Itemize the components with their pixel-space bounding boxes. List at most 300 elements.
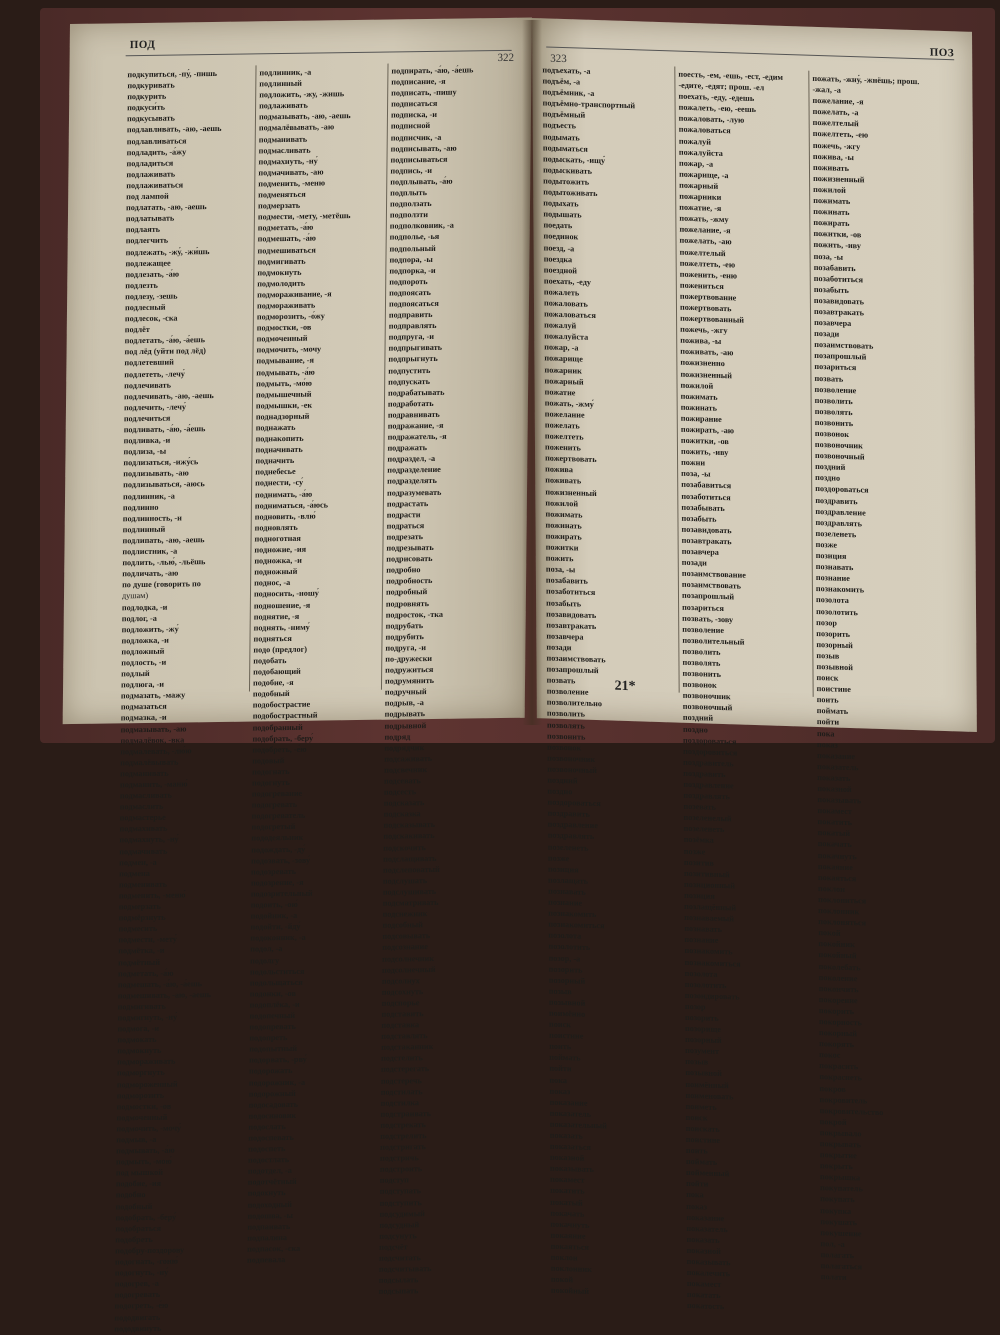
dictionary-entry: пожелать, -а <box>812 107 859 118</box>
dictionary-entry: подмахнуть, -ну́ <box>258 156 318 167</box>
dictionary-entry: подмётный <box>118 957 160 967</box>
dictionary-entry: подмачивать, -аю <box>258 167 324 178</box>
dictionary-entry: подлечить, -лечу́ <box>123 402 187 413</box>
dictionary-entry: подмокнуть <box>117 1046 162 1056</box>
dictionary-entry: поить <box>549 1041 572 1052</box>
dictionary-entry: подорожник, -а <box>248 1077 306 1088</box>
dictionary-entry: поздно <box>815 473 841 484</box>
dictionary-entry: подлинный <box>259 78 302 89</box>
dictionary-entry: поднести, -су́ <box>255 478 304 488</box>
dictionary-entry: подступать <box>379 1186 422 1197</box>
dictionary-entry: подстилать <box>380 1086 423 1097</box>
dictionary-entry: подорожать <box>248 1066 293 1076</box>
dictionary-entry: подсматривать <box>382 897 439 908</box>
dictionary-entry: поклонник <box>818 906 860 917</box>
dictionary-entry: подсыпать <box>378 1286 419 1297</box>
dictionary-entry: подсознание <box>382 942 428 953</box>
dictionary-entry: пожелтелый <box>812 118 859 129</box>
dictionary-entry: подправить <box>388 310 433 320</box>
dictionary-entry: подсказать <box>383 798 425 808</box>
dictionary-entry: позавтракать <box>546 620 597 631</box>
dictionary-entry: показание <box>817 750 856 761</box>
dictionary-entry: подпоясать <box>389 287 431 298</box>
dictionary-entry: под мышкой <box>115 1168 164 1178</box>
dictionary-entry: покорить <box>818 1005 855 1017</box>
dictionary-entry: позеленеть <box>547 842 589 853</box>
dictionary-entry: подмешиваться <box>257 245 316 255</box>
dictionary-entry: подставлять <box>381 1031 428 1041</box>
dictionary-entry: покупать <box>820 1194 855 1205</box>
dictionary-entry: подспорье <box>381 998 420 1008</box>
right-page <box>532 18 977 1312</box>
dictionary-entry: позавчера <box>814 317 852 329</box>
dictionary-entry: подмазывать, -аю, -аешь <box>258 111 351 122</box>
dictionary-entry: подмалёвок, -вка <box>120 735 185 745</box>
dictionary-entry: позывной <box>548 997 586 1008</box>
dictionary-entry: пожелание, -я <box>812 96 864 107</box>
dictionary-entry: показной <box>686 1245 721 1256</box>
dictionary-entry: поискать <box>685 1123 720 1134</box>
dictionary-entry: подлесок, -ска <box>124 313 178 324</box>
dictionary-entry: подлизывать, -аю <box>123 468 189 479</box>
dictionary-entry: подноготная <box>254 533 301 544</box>
dictionary-entry: поколение <box>818 972 858 983</box>
dictionary-entry: подлость, -и <box>121 657 167 668</box>
dictionary-entry: подножка, -и <box>254 555 302 566</box>
right-page-header: ПОЗ <box>929 46 955 60</box>
dictionary-entry: подружиться <box>385 665 434 675</box>
dictionary-entry: пожилой <box>680 380 714 391</box>
dictionary-entry: подъехать, -а <box>542 65 591 76</box>
dictionary-entry: подрезывать <box>386 542 434 553</box>
dictionary-entry: позор <box>816 617 837 628</box>
dictionary-entry: подножие, -ия <box>254 544 307 555</box>
dictionary-entry: позавидовать <box>681 524 732 536</box>
dictionary-entry: покатить <box>817 817 852 828</box>
dictionary-entry: позаимствовать <box>681 580 742 591</box>
dictionary-entry: пожинать <box>545 520 582 531</box>
dictionary-entry: показать <box>817 772 851 783</box>
dictionary-entry: позевать <box>683 801 716 812</box>
dictionary-entry: познание <box>684 935 719 946</box>
dictionary-entry: подобный <box>252 689 290 699</box>
dictionary-entry: подмороженный <box>116 1079 178 1089</box>
dictionary-entry: позже <box>547 853 570 863</box>
dictionary-entry: пойменный <box>685 1168 730 1179</box>
dictionary-entry: подстелить <box>381 1053 423 1064</box>
left-page-header: ПОД <box>129 38 156 52</box>
dictionary-entry: подробно <box>386 565 421 575</box>
dictionary-entry: поздравление <box>683 779 734 791</box>
dictionary-entry: подрабатывать <box>388 387 445 398</box>
dictionary-entry: пожирать <box>813 218 850 229</box>
dictionary-entry: подменяться <box>258 189 306 200</box>
dictionary-entry: пожаловаться <box>544 309 597 321</box>
dictionary-entry: подступ <box>379 1175 409 1186</box>
dictionary-entry: подопреть <box>249 1033 288 1043</box>
dictionary-entry: поклоняться <box>818 917 867 928</box>
dictionary-entry: подпоясаться <box>388 298 439 309</box>
dictionary-entry: познаваемый <box>684 912 735 924</box>
dictionary-entry: позволять <box>546 720 585 731</box>
dictionary-entry: подогнать, -гоню́ <box>114 1256 178 1267</box>
dictionary-entry: подслушивать <box>382 886 437 897</box>
dictionary-entry: подновлять <box>254 522 298 533</box>
dictionary-entry: покамест <box>686 1279 722 1290</box>
dictionary-entry: подкусывать <box>126 113 175 124</box>
dictionary-entry: поймать <box>816 706 849 717</box>
dictionary-entry: покачать <box>817 839 852 850</box>
dictionary-entry: подмена <box>119 868 150 879</box>
dictionary-entry: подольщаться <box>249 977 303 988</box>
dictionary-entry: пожалуйста <box>678 147 723 158</box>
dictionary-entry: подытоживать <box>543 187 598 199</box>
dictionary-entry: -едите, -едят; прош. -ел <box>678 80 765 93</box>
dictionary-entry: поза, -ы <box>681 469 711 480</box>
dictionary-entry: поклонник <box>550 1263 592 1275</box>
dictionary-entry: подсказывать <box>383 820 435 831</box>
dictionary-entry: подобно <box>115 1190 146 1200</box>
dictionary-entry: подснежник <box>382 909 428 919</box>
dictionary-entry: позитив <box>683 857 714 868</box>
dictionary-entry: подымать <box>542 131 580 143</box>
dictionary-entry: пожертвование <box>679 291 737 303</box>
dictionary-entry: покамест <box>550 1174 585 1186</box>
dictionary-entry: позолотить <box>684 979 727 990</box>
dictionary-entry: подпрыгивать <box>388 343 443 353</box>
dictionary-entry: покаяться <box>817 872 857 883</box>
dictionary-entry: подладиться <box>126 158 174 168</box>
dictionary-entry: подлавливать, -аю, -аешь <box>126 124 222 135</box>
dictionary-entry: покалечить <box>686 1268 731 1279</box>
dictionary-entry: покровительство <box>819 1105 884 1117</box>
dictionary-entry: под лёд (уйти под лёд) <box>124 346 206 357</box>
dictionary-entry: подработать <box>387 398 434 409</box>
dictionary-entry: показание <box>549 1097 588 1108</box>
dictionary-entry: подогреватель <box>251 811 306 821</box>
dictionary-entry: покончить <box>818 983 859 994</box>
dictionary-entry: душам) <box>121 591 149 601</box>
dictionary-entry: поднадзорный <box>255 411 310 422</box>
dictionary-entry: поимённый <box>685 1079 729 1090</box>
dictionary-entry: показывать <box>549 1163 594 1175</box>
dictionary-entry: пожелтелый <box>679 247 726 258</box>
dictionary-entry: пожива, -ы <box>812 151 854 162</box>
dictionary-entry: пока <box>549 1075 567 1085</box>
dictionary-entry: подстроить <box>379 1164 423 1175</box>
dictionary-entry: подстилка <box>380 1097 420 1108</box>
dictionary-entry: подпорка, -и <box>389 265 436 276</box>
dictionary-entry: подстаканник <box>381 1042 434 1052</box>
dictionary-entry: позволение <box>546 686 589 698</box>
dictionary-entry: покрой <box>819 1116 847 1127</box>
dictionary-entry: подслушать <box>382 875 428 886</box>
dictionary-entry: показывать <box>686 1256 731 1268</box>
dictionary-entry: подпруга, -и <box>388 332 435 342</box>
dictionary-entry: подстрелить <box>380 1131 427 1141</box>
dictionary-entry: поименовать <box>685 1090 734 1101</box>
dictionary-entry: подслеповатый <box>383 864 440 875</box>
dictionary-entry: позеленеть <box>815 528 857 540</box>
dictionary-entry: подлиза, -ы <box>123 446 167 457</box>
dictionary-entry: пожать, -жну́, -жнёшь; прош. <box>812 73 920 87</box>
dictionary-entry: показать <box>549 1130 583 1141</box>
dictionary-entry: подыскивать <box>543 165 592 176</box>
dictionary-entry: подмешать, -а́ю <box>257 233 317 244</box>
dictionary-entry: подличать, -аю <box>122 568 179 579</box>
dictionary-entry: подождать, -ду́ <box>251 844 306 855</box>
dictionary-entry: пододвинуть <box>114 1323 162 1334</box>
dictionary-entry: подпись, -и <box>390 165 433 176</box>
dictionary-entry: подсесть <box>383 787 417 797</box>
dictionary-entry: покаяние <box>817 861 853 872</box>
dictionary-entry: полати <box>820 1272 847 1283</box>
dictionary-entry: покорный <box>818 1028 857 1039</box>
right-column-3 <box>812 73 970 1287</box>
dictionary-entry: позже <box>815 539 838 550</box>
dictionary-entry: позорить <box>684 1012 719 1023</box>
left-column-1 <box>114 68 247 1335</box>
dictionary-entry: подмигнуть, -ну́ <box>117 1012 178 1023</box>
dictionary-entry: поженить <box>544 442 581 453</box>
dictionary-entry: покупатель <box>820 1183 863 1194</box>
dictionary-entry: подобраться <box>115 1223 162 1234</box>
dictionary-entry: подписываться <box>390 154 448 165</box>
dictionary-entry: позволительный <box>682 635 745 647</box>
dictionary-entry: пожитки <box>545 542 579 553</box>
dictionary-entry: поединок <box>543 231 579 242</box>
dictionary-entry: покатать <box>686 1290 721 1301</box>
dictionary-entry: подо (предлог) <box>253 644 308 655</box>
dictionary-entry: подлаять <box>125 225 161 235</box>
dictionary-entry: пожелать, -аю <box>679 236 732 247</box>
dictionary-entry: пойти <box>686 1179 709 1189</box>
dictionary-entry: подлегчить <box>125 236 169 246</box>
dictionary-entry: позавчера <box>546 631 584 642</box>
dictionary-entry: позволять <box>814 406 853 417</box>
dictionary-entry: поклониться <box>818 894 867 906</box>
dictionary-entry: пожалеть <box>543 287 580 298</box>
dictionary-entry: подкурить <box>127 91 167 102</box>
dictionary-entry: позвонок <box>547 742 582 753</box>
dictionary-entry: подлодка, -и <box>121 602 168 612</box>
dictionary-entry: поздравлять <box>547 830 595 842</box>
dictionary-entry: подосадовать <box>248 1099 299 1110</box>
dictionary-entry: подложить, -жу́ <box>121 624 179 635</box>
dictionary-entry: подлатывать <box>125 213 175 224</box>
dictionary-entry: подлечивать, -аю, -аешь <box>124 390 214 401</box>
dictionary-entry: подмести, -мету, -метёшь <box>257 211 351 222</box>
dictionary-entry: поднос, -а <box>254 578 291 588</box>
dictionary-entry: поездка <box>543 253 573 264</box>
dictionary-entry: пожинать <box>813 206 850 218</box>
dictionary-entry: подмокать <box>117 1035 157 1045</box>
dictionary-entry: поиск <box>816 673 839 683</box>
header-rule <box>546 46 954 60</box>
dictionary-entry: подражать <box>387 443 428 453</box>
dictionary-entry: поиметь <box>685 1101 717 1112</box>
dictionary-entry: подменить, -меню <box>258 178 326 189</box>
dictionary-entry: подраздел, -а <box>387 454 436 464</box>
dictionary-entry: позавидовать <box>813 295 864 307</box>
dictionary-entry: поднажать <box>255 422 296 433</box>
dictionary-entry: подсевать <box>383 776 421 786</box>
dictionary-entry: подойти, -йду́ <box>250 922 301 932</box>
dictionary-entry: подонки, -ов <box>249 988 296 999</box>
dictionary-entry: подошва, -ы <box>247 1210 293 1221</box>
dictionary-entry: пожитки, -ов <box>680 435 729 447</box>
dictionary-entry: подозвать, -зову́ <box>251 855 311 866</box>
dictionary-entry: подмастерье <box>119 812 166 823</box>
dictionary-entry: позиция <box>815 550 847 561</box>
dictionary-entry: подойник, -а <box>250 910 298 921</box>
dictionary-entry: подмесить <box>118 924 158 934</box>
dictionary-entry: поиск <box>548 1019 571 1030</box>
dictionary-entry: подняться <box>253 633 292 644</box>
dictionary-entry: подписчик, -а <box>390 132 442 143</box>
dictionary-entry: показатель <box>549 1108 591 1119</box>
dictionary-entry: подостлать <box>248 1155 290 1165</box>
dictionary-entry: подлинник, -а <box>259 67 312 78</box>
dictionary-entry: подмостки, -ов <box>256 322 312 333</box>
dictionary-entry: покраснеть <box>819 1072 862 1083</box>
dictionary-entry: подначить <box>255 456 295 466</box>
dictionary-entry: подобру-поздорову <box>115 1245 185 1256</box>
dictionary-entry: подытожить <box>543 176 590 187</box>
dictionary-entry: подоконник, -а <box>250 933 306 943</box>
dictionary-entry: поздно <box>547 786 573 797</box>
dictionary-entry: пойти <box>549 1064 572 1074</box>
dictionary-entry: подступить <box>379 1197 422 1208</box>
dictionary-entry: подливка, -и <box>123 435 171 446</box>
dictionary-entry: позаботиться <box>813 273 864 285</box>
dictionary-entry: познакомить <box>684 946 733 957</box>
dictionary-entry: поздравитель <box>683 757 734 769</box>
dictionary-entry: подопревать <box>249 1021 296 1032</box>
dictionary-entry: поехать, -еду <box>543 276 591 287</box>
dictionary-entry: покачнуть <box>550 1219 590 1230</box>
dictionary-entry: покупка <box>820 1205 852 1216</box>
dictionary-entry: пожаловать <box>543 298 588 309</box>
dictionary-entry: позвать <box>814 373 844 384</box>
dictionary-entry: подручный <box>384 687 427 697</box>
dictionary-entry: покрышка <box>819 1172 861 1183</box>
dictionary-entry: пожива <box>545 464 573 475</box>
dictionary-entry: подобрать, -беру́ <box>115 1212 177 1223</box>
dictionary-entry: покамест <box>817 806 852 817</box>
dictionary-entry: поздороваться <box>547 797 601 809</box>
dictionary-entry: познакомиться <box>684 957 741 969</box>
dictionary-entry: подпевала <box>246 1255 286 1265</box>
dictionary-entry: подписка, -и <box>390 110 438 120</box>
dictionary-entry: подмигивать <box>257 256 306 266</box>
dictionary-entry: подсолнух <box>381 975 420 986</box>
dictionary-entry: пожни <box>681 457 706 468</box>
dictionary-entry: подобрать, -беру́ <box>252 733 314 744</box>
dictionary-entry: подсудный <box>379 1219 420 1230</box>
dictionary-entry: подмазаться <box>120 702 167 712</box>
dictionary-entry: подмётка, -и <box>118 946 165 956</box>
dictionary-entry: подстригать <box>380 1142 426 1152</box>
dictionary-entry: поедать <box>543 220 573 231</box>
dictionary-entry: пожива, -ы <box>680 335 722 347</box>
dictionary-entry: подлаживаться <box>126 180 184 191</box>
dictionary-entry: подлый <box>121 668 150 679</box>
dictionary-entry: позёмка <box>683 835 714 846</box>
dictionary-entry: подсудимый <box>379 1208 425 1219</box>
dictionary-entry: позвать, -зову <box>682 613 734 624</box>
dictionary-entry: поистине <box>816 684 851 695</box>
dictionary-entry: покачнуть <box>817 850 857 861</box>
dictionary-entry: подмалёвывать <box>120 757 179 768</box>
dictionary-entry: позавчера <box>681 546 719 557</box>
dictionary-entry: подъёмно-транспортный <box>542 98 636 111</box>
dictionary-entry: позорить <box>548 964 583 975</box>
dictionary-entry: позволительно <box>546 697 602 709</box>
dictionary-entry: позиция <box>547 864 579 875</box>
dictionary-entry: подкуси́ть <box>127 102 166 113</box>
dictionary-entry: поить <box>816 695 839 705</box>
dictionary-entry: поднакопить <box>255 433 304 444</box>
dictionary-entry: позаимствовать <box>814 340 874 351</box>
dictionary-entry: покорение <box>818 994 858 1006</box>
dictionary-entry: подлизаться, -ижу́сь <box>123 457 199 468</box>
dictionary-entry: подмыв, -а <box>116 1134 157 1145</box>
dictionary-entry: подманить, -маню́ <box>119 779 188 790</box>
left-column-3 <box>379 64 522 1297</box>
dictionary-entry: подлить, -лью́, -льёшь <box>122 557 206 568</box>
dictionary-entry: пожелтеть, -ею <box>679 258 736 269</box>
dictionary-entry: пожатие <box>544 387 576 398</box>
dictionary-entry: пожитки, -ов <box>813 229 862 240</box>
dictionary-entry: подобреть <box>115 1234 153 1245</box>
right-column-1 <box>542 64 679 1300</box>
dictionary-entry: пожизненно <box>680 358 725 369</box>
dictionary-entry: подмывать, -а́ю <box>256 367 315 377</box>
dictionary-entry: подманивать <box>258 134 308 144</box>
dictionary-entry: пол, -а <box>820 1238 845 1249</box>
dictionary-entry: познавать <box>815 562 854 573</box>
dictionary-entry: позолота <box>815 595 849 606</box>
dictionary-entry: подоходный <box>247 1199 292 1210</box>
dictionary-entry: подлежать, -жу́, -жи́шь <box>125 246 210 257</box>
dictionary-entry: подмести, -мету́ <box>118 934 177 945</box>
dictionary-entry: позаботиться <box>681 491 731 502</box>
dictionary-entry: пожатие, -я <box>679 202 722 214</box>
dictionary-entry: подовый <box>252 755 285 766</box>
right-column-2 <box>678 69 815 1316</box>
dictionary-entry: пожизненный <box>680 369 732 380</box>
dictionary-entry: позвоночный <box>547 764 597 775</box>
dictionary-entry: покров <box>819 1083 846 1094</box>
dictionary-entry: подсолнечник <box>382 953 435 964</box>
dictionary-entry: подразделять <box>387 476 437 487</box>
dictionary-entry: пожирать, -аю <box>680 424 735 436</box>
dictionary-entry: подразделение <box>387 465 441 475</box>
dictionary-entry: покой <box>550 1274 574 1285</box>
dictionary-entry: подогрев, -а <box>114 1279 159 1289</box>
dictionary-entry: пожелтеть <box>544 431 584 442</box>
dictionary-entry: позавтракать <box>681 535 732 547</box>
dictionary-entry: пожарище <box>544 353 583 365</box>
dictionary-entry: подскакивать <box>383 831 435 842</box>
dictionary-entry: подражание, -я <box>387 420 444 431</box>
dictionary-entry: подлинник, -а <box>122 491 175 501</box>
dictionary-entry: подогревать <box>114 1290 161 1300</box>
dictionary-entry: позапрошлый <box>814 351 867 362</box>
dictionary-entry: подсохнуть <box>381 986 424 997</box>
left-page-number: 322 <box>497 51 515 65</box>
